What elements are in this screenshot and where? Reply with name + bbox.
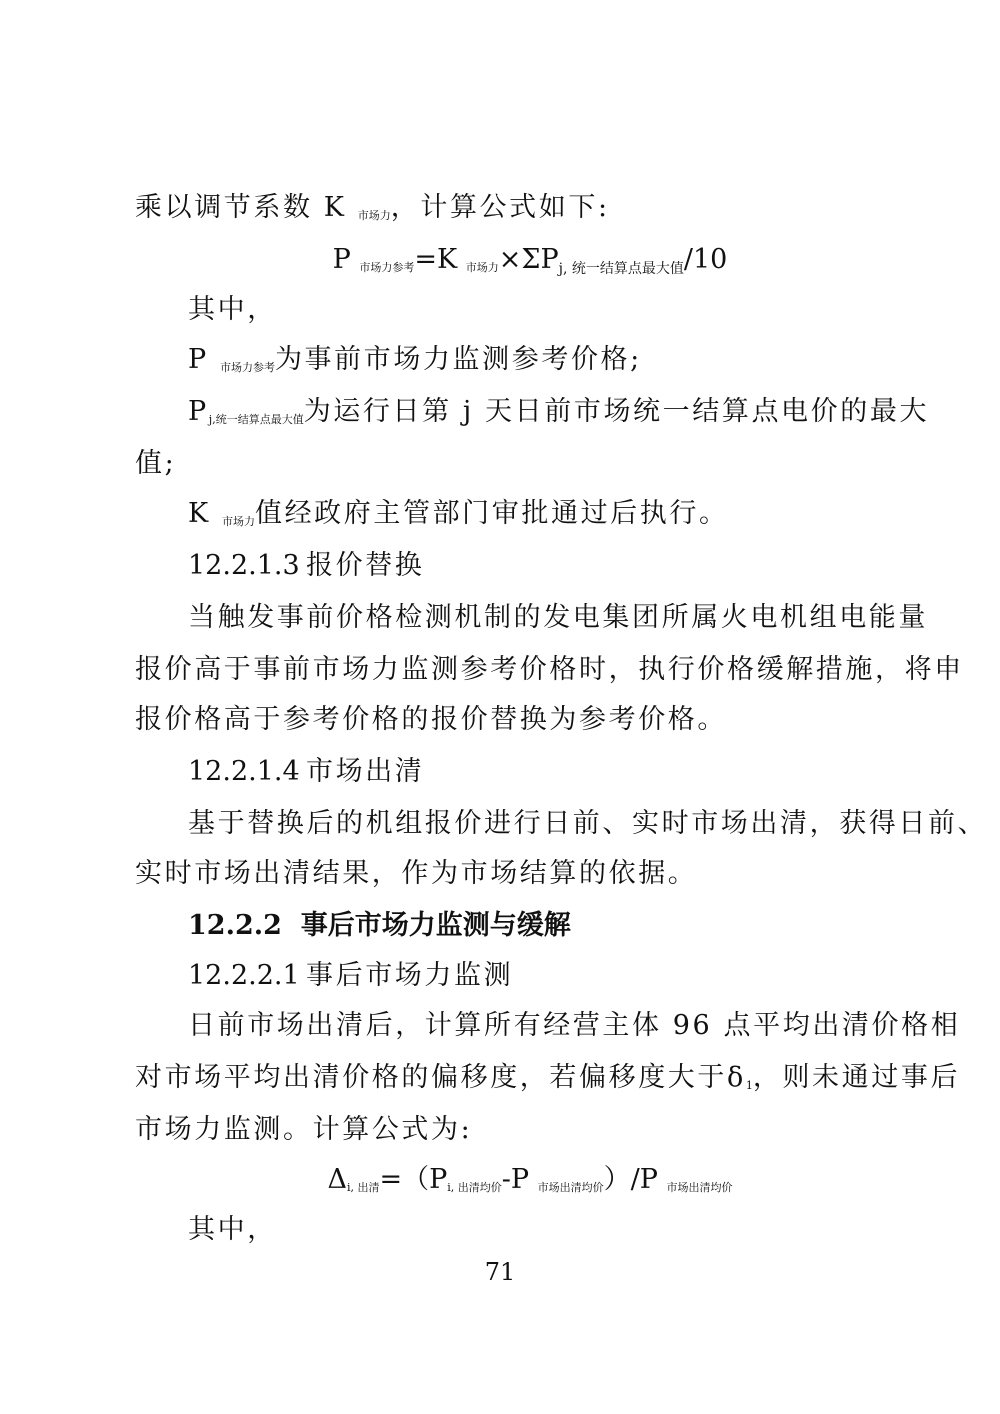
section-number: 12.2.2.1 — [188, 960, 300, 991]
subscript: 市场力 — [465, 261, 499, 274]
section-heading — [0, 906, 1000, 946]
text: K — [188, 498, 222, 529]
section-title: 事后市场力监测 — [306, 960, 514, 991]
text: P — [332, 244, 360, 275]
text-line: 基于替换后的机组报价进行日前、实时市场出清，获得日前、 — [188, 808, 988, 839]
text: =K — [414, 244, 466, 275]
text: P — [188, 396, 209, 427]
text: -P — [501, 1164, 538, 1195]
text: 为事前市场力监测参考价格; — [274, 344, 642, 375]
section-title: 市场出清 — [306, 756, 425, 787]
text-line — [0, 1058, 1000, 1098]
text: ，计算公式如下: — [390, 192, 610, 223]
text-line — [0, 188, 1000, 228]
text: ）/P — [603, 1164, 667, 1195]
text: P — [188, 344, 220, 375]
subscript: j,统一结算点最大值 — [208, 413, 304, 426]
subscript: 市场出清均价 — [537, 1181, 604, 1194]
text-line: 其中， — [188, 1214, 277, 1245]
text: 乘以调节系数 K — [135, 192, 358, 223]
subscript: 市场力 — [221, 515, 255, 528]
section-heading — [0, 956, 1000, 996]
text: ，则未通过事后 — [752, 1062, 961, 1093]
text: /10 — [683, 244, 728, 275]
text: 为运行日第 j 天日前市场统一结算点电价的最大 — [303, 396, 930, 427]
section-title: 事后市场力监测与缓解 — [300, 910, 571, 941]
subscript: 市场力参考 — [219, 361, 275, 374]
section-heading — [0, 546, 1000, 586]
subscript: j, 统一结算点最大值 — [558, 261, 684, 277]
text: 值经政府主管部门审批通过后执行。 — [254, 498, 729, 529]
text-line — [0, 392, 1000, 432]
text-line: 实时市场出清结果，作为市场结算的依据。 — [135, 858, 698, 889]
section-number: 12.2.1.4 — [188, 756, 300, 787]
text-line — [0, 340, 1000, 380]
text: 对市场平均出清价格的偏移度，若偏移度大于δ — [135, 1062, 746, 1093]
subscript: 1 — [745, 1079, 753, 1092]
text-line: 市场力监测。计算公式为: — [135, 1114, 473, 1145]
subscript: 市场力参考 — [359, 261, 415, 274]
text-line: 报价高于事前市场力监测参考价格时，执行价格缓解措施，将申 — [135, 654, 964, 685]
text-line: 当触发事前价格检测机制的发电集团所属火电机组电能量 — [188, 602, 928, 633]
page-number: 71 — [484, 1258, 516, 1286]
subscript: 市场出清均价 — [666, 1181, 733, 1194]
section-number: 12.2.2 — [188, 910, 282, 941]
section-number: 12.2.1.3 — [188, 550, 300, 581]
text-line — [0, 494, 1000, 534]
formula-clearing-price-deviation — [0, 1160, 1000, 1200]
subscript: i, 出清均价 — [447, 1181, 502, 1194]
formula-market-power-reference — [0, 240, 1000, 280]
text: ×ΣP — [498, 244, 559, 275]
subscript: 市场力 — [357, 209, 391, 222]
subscript: i, 出清 — [346, 1181, 380, 1194]
text-line: 值; — [135, 448, 177, 479]
text: Δ — [327, 1164, 347, 1195]
text: =（P — [379, 1164, 448, 1195]
section-heading — [0, 752, 1000, 792]
text-line: 其中， — [188, 294, 277, 325]
text-line: 日前市场出清后，计算所有经营主体 96 点平均出清价格相 — [188, 1010, 961, 1041]
section-title: 报价替换 — [306, 550, 425, 581]
text-line: 报价格高于参考价格的报价替换为参考价格。 — [135, 704, 727, 735]
